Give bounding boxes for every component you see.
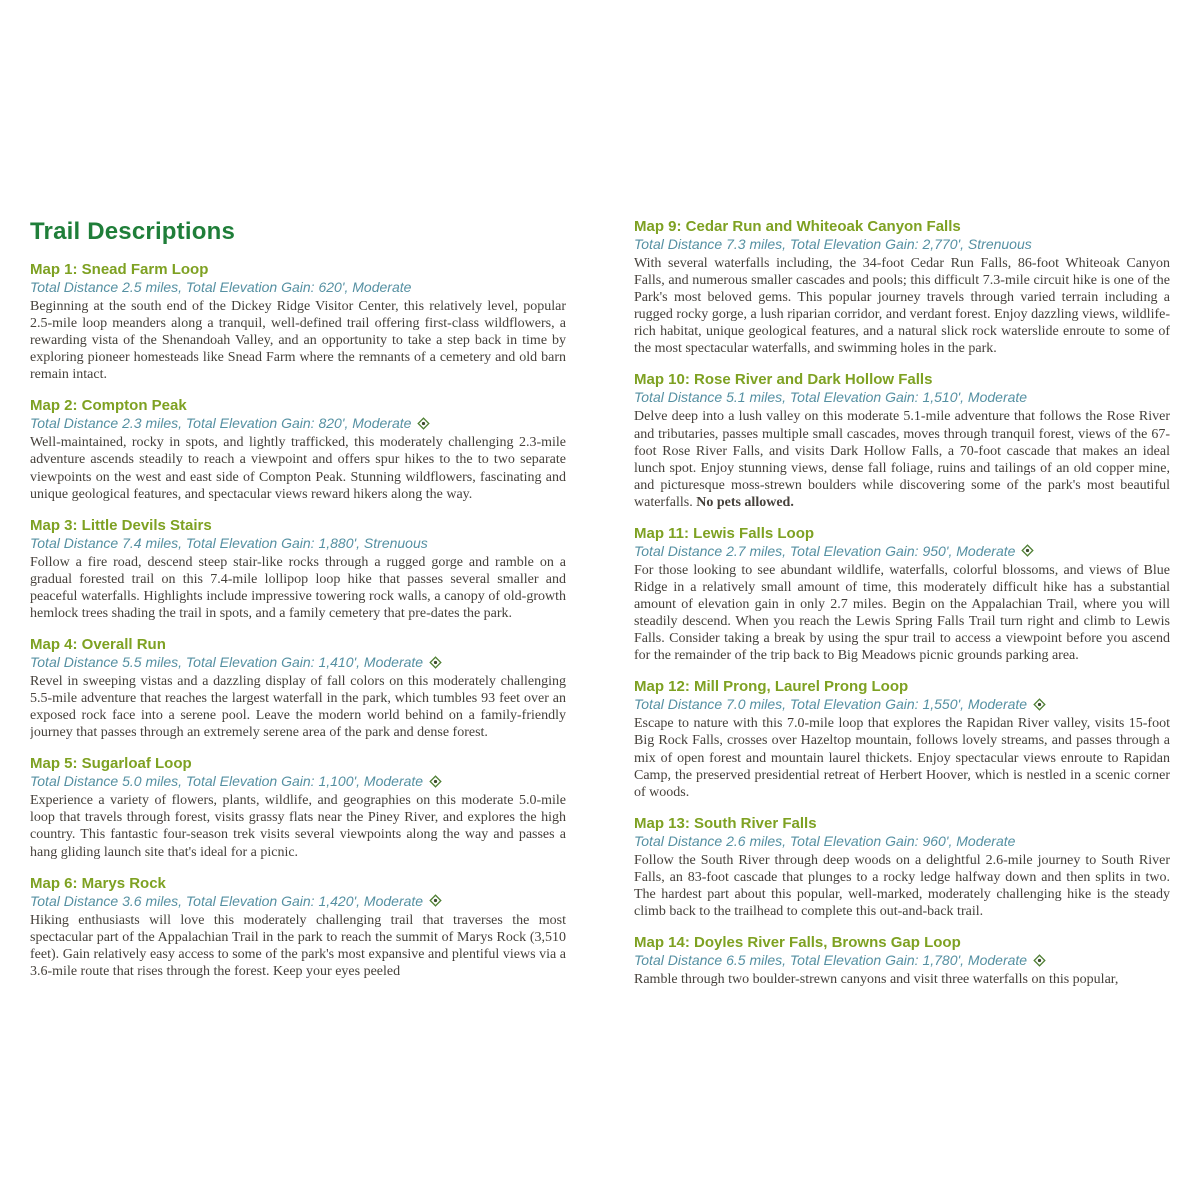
trail-entry-body: Ramble through two boulder-strewn canyons and visit three waterfalls on this popular, (634, 972, 1119, 988)
trail-entry-title: Map 4: Overall Run (30, 636, 166, 654)
trail-entry-map-3 (30, 517, 566, 622)
trail-entry-title: Map 2: Compton Peak (30, 397, 187, 415)
trail-entry-body: Escape to nature with this 7.0-mile loop that explores the Rapidan River valley, visits 15-foot Big Rock Falls, crosses over Hazeltop mountain, follows lovely streams, and passes through a mix of open forest and mountain laurel thickets. Enjoy spectacular views enroute to Rapidan Camp, the preserved presidential retreat of Herbert Hoover, which is nestled in a scenic corner of woods. (634, 716, 1170, 800)
trail-entry-title: Map 12: Mill Prong, Laurel Prong Loop (634, 678, 909, 696)
trail-stats-text: Total Distance 7.0 miles, Total Elevation Gain: 1,550', Moderate (634, 696, 1028, 713)
trail-entry-stats (30, 535, 566, 551)
trail-entry-stats (634, 389, 1170, 405)
trail-entry-stats (634, 833, 1170, 849)
trail-entry-title: Map 1: Snead Farm Loop (30, 261, 209, 278)
trail-stats-text: Total Distance 2.3 miles, Total Elevation Gain: 820', Moderate (30, 415, 412, 432)
diamond-marker-icon (429, 656, 442, 669)
trail-entry-body: Revel in sweeping vistas and a dazzling display of fall colors on this moderately challenging 5.5-mile adventure that reaches the largest waterfall in the park, which tumbles 93 feet over an exposed rock face into a serene pool. Leave the modern world behind on a family-friendly journey that passes through an extremely serene area of the park and dense forest. (30, 674, 566, 741)
right-column (634, 218, 1170, 1024)
trail-body-text: Delve deep into a lush valley on this moderate 5.1-mile adventure that follows the Rose River and tributaries, passes multiple small cascades, moves through tranquil forest, views of the 67-foot Rose River Falls, and visits Dark Hollow Falls, a 70-foot cascade that makes an ideal lunch spot. Enjoy stunning views, dense fall foliage, ruins and tailings of an old copper mine, and picturesque moss-strewn boulders while discovering some of the park's most beautiful waterfalls. (634, 409, 1170, 510)
trail-entry-map-12 (634, 678, 1170, 800)
trail-entry-body: Follow a fire road, descend steep stair-like rocks through a rugged gorge and ramble on a gradual forested trail on this 7.4-mile lollipop loop hike that passes several smaller and peaceful waterfalls. Highlights include impressive towering rock walls, a canopy of old-growth hemlock trees shading the trail in spots, and a family cemetery that pre-dates the park. (30, 554, 566, 621)
trail-entry-title: Map 9: Cedar Run and Whiteoak Canyon Falls (634, 218, 961, 235)
trail-entry-body: Experience a variety of flowers, plants, wildlife, and geographies on this moderate 5.0-mile loop that travels through forest, visits grassy flats near the Piney River, and explores the high country. This fantastic four-season trek visits several viewpoints along the way and passes a hang gliding launch site that's ideal for a picnic. (30, 793, 566, 860)
trail-entry-title: Map 11: Lewis Falls Loop (634, 524, 815, 542)
trail-entry-map-9 (634, 218, 1170, 357)
trail-entry-map-5 (30, 755, 566, 860)
diamond-marker-icon (1021, 544, 1034, 557)
trail-entry-stats (634, 236, 1170, 252)
trail-stats-text: Total Distance 2.5 miles, Total Elevation Gain: 620', Moderate (30, 279, 412, 295)
trail-entry-stats (634, 952, 1170, 968)
trail-descriptions-content (30, 218, 1170, 1024)
trail-entry-body (634, 408, 1170, 510)
trail-stats-text: Total Distance 5.5 miles, Total Elevation Gain: 1,410', Moderate (30, 654, 424, 671)
trail-entry-title: Map 5: Sugarloaf Loop (30, 755, 192, 773)
trail-entry-map-13 (634, 815, 1170, 920)
trail-stats-text: Total Distance 5.0 miles, Total Elevation Gain: 1,100', Moderate (30, 773, 424, 790)
trail-entry-stats (30, 279, 566, 295)
trail-entry-stats (30, 654, 566, 670)
trail-entry-map-4 (30, 636, 566, 741)
trail-entry-stats (30, 415, 566, 431)
trail-entry-body: For those looking to see abundant wildlife, waterfalls, colorful blossoms, and views of Blue Ridge in a relatively small amount of time, this moderately difficult hike has a substantial amount of elevation gain in only 2.7 miles. Begin on the Appalachian Trail, where you will steadily descend. When you reach the Lewis Spring Falls Trail turn right and climb to Lewis Falls. Consider taking a break by using the spur trail to access a viewpoint before you ascend for the remainder of the trip back to Big Meadows picnic grounds parking area. (634, 562, 1170, 664)
trail-entry-stats (30, 893, 566, 909)
trail-stats-text: Total Distance 7.4 miles, Total Elevation Gain: 1,880', Strenuous (30, 534, 428, 551)
trail-entry-map-6 (30, 875, 566, 980)
trail-entry-map-2 (30, 397, 566, 502)
trail-entry-stats (634, 696, 1170, 712)
diamond-marker-icon (1033, 698, 1046, 711)
trail-entry-title: Map 6: Marys Rock (30, 874, 166, 892)
trail-stats-text: Total Distance 2.7 miles, Total Elevation Gain: 950', Moderate (634, 542, 1016, 559)
trail-entry-body: With several waterfalls including, the 34-foot Cedar Run Falls, 86-foot Whiteoak Canyon Falls, and numerous smaller cascades and pools; this difficult 7.3-mile circuit hike is one of the Park's most beloved gems. This popular journey travels through varied terrain including a rugged rocky gorge, a lush riparian corridor, and verdant forest. Enjoy dazzling views, wildlife-rich habitat, unique geological features, and a natural slick rock waterslide enroute to some of the most spectacular waterfalls, and swimming holes in the park. (634, 256, 1170, 357)
trail-entry-map-1 (30, 261, 566, 383)
trail-entry-title: Map 3: Little Devils Stairs (30, 516, 212, 534)
trail-entry-title: Map 14: Doyles River Falls, Browns Gap Loop (634, 934, 961, 952)
page-title: Trail Descriptions (30, 218, 235, 245)
trail-entry-title: Map 10: Rose River and Dark Hollow Falls (634, 371, 933, 389)
left-column (30, 218, 566, 1024)
trail-stats-text: Total Distance 3.6 miles, Total Elevation Gain: 1,420', Moderate (30, 892, 424, 909)
trail-entry-map-14 (634, 934, 1170, 988)
trail-entry-map-11 (634, 525, 1170, 664)
trail-stats-text: Total Distance 6.5 miles, Total Elevation Gain: 1,780', Moderate (634, 952, 1028, 969)
trail-entry-title: Map 13: South River Falls (634, 814, 817, 832)
trail-entry-body: Well-maintained, rocky in spots, and lightly trafficked, this moderately challenging 2.3-mile adventure ascends steadily to reach a viewpoint and offers spur hikes to the to two separate viewpoints on the west and east side of Compton Peak. Stunning wildflowers, fascinating and unique geological features, and spectacular views reward hikers along the way. (30, 435, 566, 502)
no-pets-note: No pets allowed. (696, 494, 794, 510)
trail-entry-stats (30, 773, 566, 789)
trail-entry-body: Beginning at the south end of the Dickey Ridge Visitor Center, this relatively level, popular 2.5-mile loop meanders along a tranquil, well-defined trail offering first-class wildflowers, a rewarding vista of the Shenandoah Valley, and an opportunity to take a step back in time by exploring pioneer homesteads like Snead Farm where the remnants of a cemetery and old barn remain intact. (30, 299, 566, 383)
diamond-marker-icon (1033, 954, 1046, 967)
trail-stats-text: Total Distance 7.3 miles, Total Elevation Gain: 2,770', Strenuous (634, 236, 1032, 252)
diamond-marker-icon (429, 894, 442, 907)
trail-entry-stats (634, 543, 1170, 559)
diamond-marker-icon (429, 775, 442, 788)
trail-entry-body: Follow the South River through deep woods on a delightful 2.6-mile journey to South River Falls, an 83-foot cascade that plunges to a rocky ledge halfway down and then splits in two. The hardest part about this popular, well-marked, moderately challenging hike is the steady climb back to the trailhead to complete this out-and-back trail. (634, 852, 1170, 920)
trail-stats-text: Total Distance 2.6 miles, Total Elevation Gain: 960', Moderate (634, 832, 1016, 849)
trail-entry-map-10 (634, 371, 1170, 510)
diamond-marker-icon (417, 417, 430, 430)
trail-stats-text: Total Distance 5.1 miles, Total Elevation Gain: 1,510', Moderate (634, 389, 1028, 406)
trail-entry-body: Hiking enthusiasts will love this moderately challenging trail that traverses the most spectacular part of the Appalachian Trail in the park to reach the summit of Marys Rock (3,510 feet). Gain relatively easy access to some of the park's most expansive and plentiful views via a 3.6-mile route that rises through the forest. Keep your eyes peeled (30, 912, 566, 979)
